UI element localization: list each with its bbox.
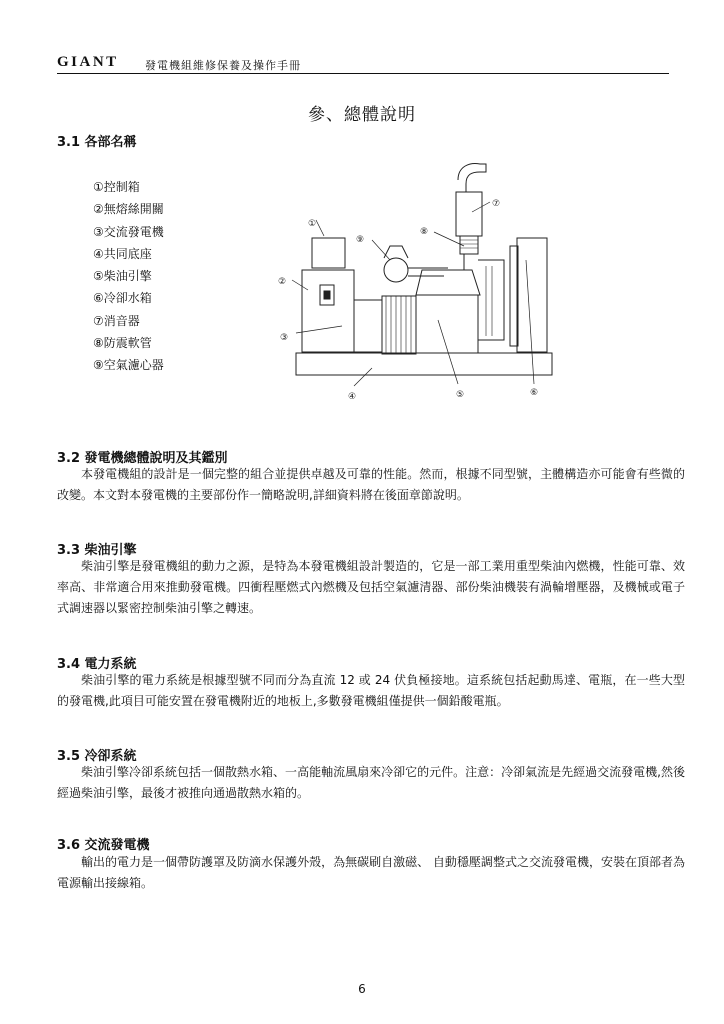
page-header: [57, 54, 669, 76]
section-body-3-5: 柴油引擎冷卻系統包括一個散熱水箱、一高能軸流風扇來冷卻它的元件。注意：冷卻氣流是先經過交流發電機,然後經過柴油引擎，最後才被推向通過散熱水箱的。: [57, 765, 685, 800]
part-item: ⑧防震軟管: [93, 336, 152, 351]
diagram-label-9: ⑨: [356, 235, 365, 245]
part-item: ⑤柴油引擎: [93, 269, 152, 284]
air-filter-shape: [384, 258, 408, 282]
diagram-label-6: ⑥: [530, 388, 539, 398]
diagram-label-2: ②: [278, 277, 287, 287]
generator-diagram: [272, 150, 562, 415]
diesel-engine-shape: [416, 295, 478, 353]
manual-title: 發電機組維修保養及操作手冊: [145, 59, 301, 72]
part-item: ②無熔絲開關: [93, 202, 164, 217]
part-item: ⑥冷卻水箱: [93, 291, 152, 306]
part-item: ①控制箱: [93, 180, 140, 194]
part-item: ③交流發電機: [93, 224, 164, 239]
part-item: ④共同底座: [93, 246, 152, 261]
section-body-3-3: 柴油引擎是發電機組的動力之源，是特為本發電機組設計製造的，它是一部工業用重型柴油內燃機，性能可靠、效率高、非常適合用來推動發電機。四衝程壓燃式內燃機及包括空氣濾清器、部份柴油機裝有渦輪增壓器，及機械或電子式調速器以緊密控制柴油引擎之轉速。: [57, 559, 685, 615]
diagram-label-1: ①: [308, 219, 317, 229]
section-heading-3-3: 3.3 柴油引擎: [57, 543, 137, 558]
section-body-3-2: 本發電機組的設計是一個完整的組合並提供卓越及可靠的性能。然而，根據不同型號，主體構造亦可能會有些微的改變。本文對本發電機的主要部份作一簡略說明,詳細資料將在後面章節說明。: [57, 467, 685, 502]
diagram-label-7: ⑦: [492, 199, 501, 209]
alternator-shape: [354, 300, 382, 352]
part-item: ⑨空氣濾心器: [93, 358, 164, 373]
parts-list: [93, 176, 164, 377]
diagram-label-5: ⑤: [456, 390, 465, 400]
page-title: 參、總體說明: [308, 105, 416, 125]
header-rule: [57, 73, 669, 74]
section-heading-3-6: 3.6 交流發電機: [57, 838, 150, 853]
section-body-3-4: 柴油引擎的電力系統是根據型號不同而分為直流 12 或 24 伏負極接地。這系統包括起動馬達、電瓶，在一些大型的發電機,此項目可能安置在發電機附近的地板上,多數發電機組僅提供一個鉛酸電瓶。: [57, 673, 685, 708]
breaker-box-shape: [302, 270, 354, 352]
common-base-shape: [296, 353, 552, 375]
radiator-shape: [517, 238, 547, 352]
control-box-shape: [312, 238, 345, 268]
flexible-hose-shape: [460, 236, 478, 254]
muffler-shape: [456, 192, 482, 236]
page-number: 6: [358, 982, 366, 996]
diagram-label-3: ③: [280, 333, 289, 343]
brand-logo-text: GIANT: [57, 54, 119, 70]
exhaust-pipe-shape: [458, 164, 486, 192]
section-heading-3-5: 3.5 冷卻系統: [57, 749, 137, 764]
section-heading-3-4: 3.4 電力系統: [57, 657, 137, 672]
section-heading-3-1: 3.1 各部名稱: [57, 135, 137, 150]
diagram-label-4: ④: [348, 392, 357, 402]
section-heading-3-2: 3.2 發電機總體說明及其鑑別: [57, 451, 228, 466]
part-item: ⑦消音器: [93, 313, 140, 328]
diagram-label-8: ⑧: [420, 227, 429, 237]
section-body-3-6: 輸出的電力是一個帶防護罩及防滴水保護外殼，為無碳刷自激磁、 自動穩壓調整式之交流發電機，安裝在頂部者為電源輸出接線箱。: [57, 855, 685, 890]
